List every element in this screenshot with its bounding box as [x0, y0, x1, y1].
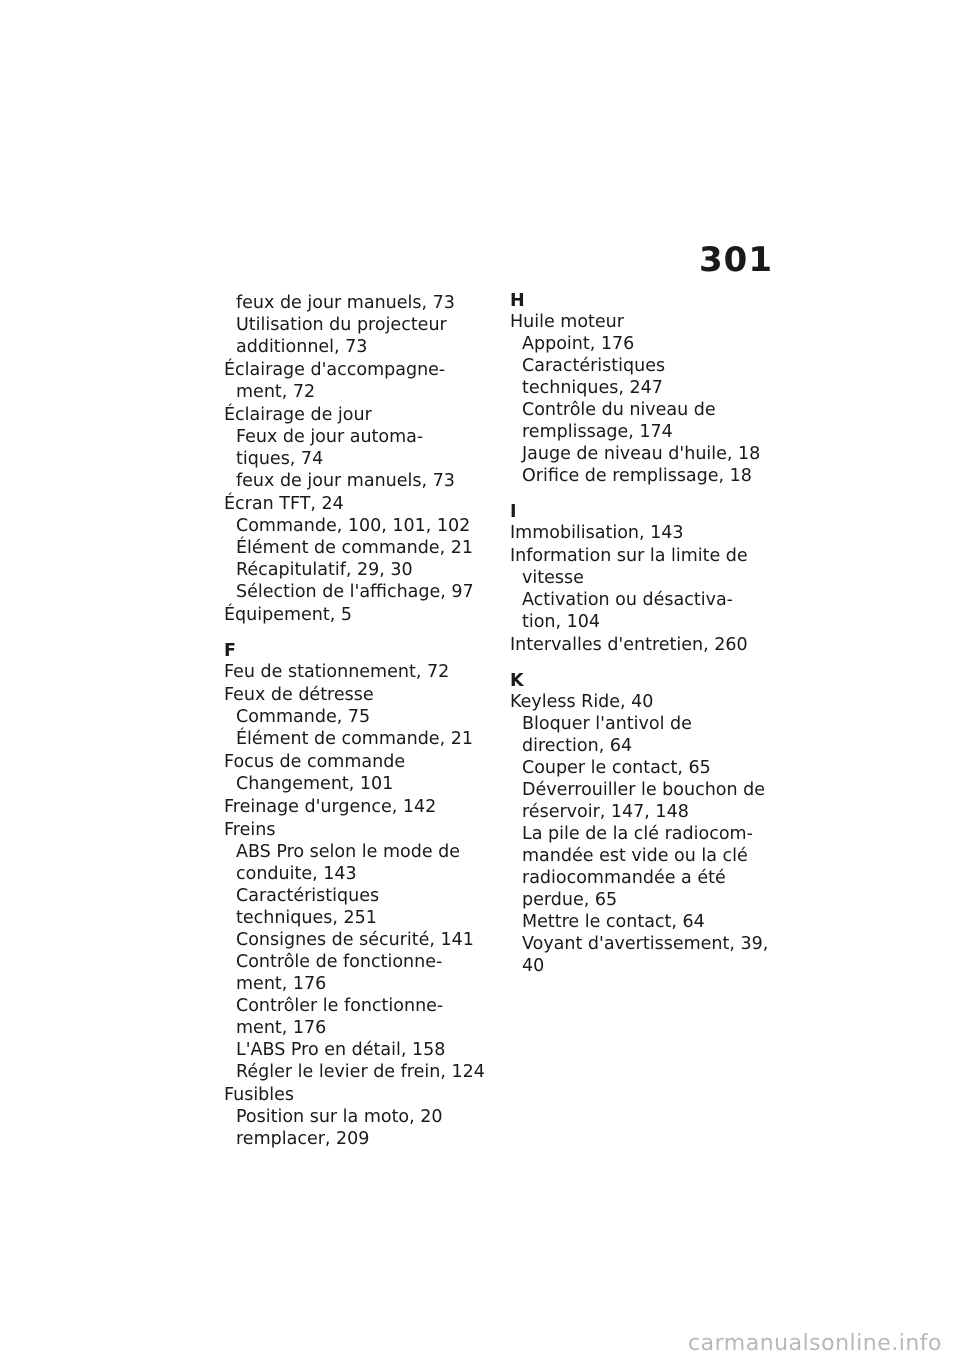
index-line: Écran TFT, 24: [224, 494, 344, 514]
index-subentry: [224, 1039, 514, 1061]
index-line: vitesse: [522, 568, 584, 588]
index-subentry: [224, 426, 514, 470]
index-line: Feux de jour automa-: [236, 427, 424, 447]
index-line: perdue, 65: [522, 890, 618, 910]
index-subentry: [224, 292, 514, 314]
index-entry: [510, 545, 800, 589]
index-line: Feux de détresse: [224, 685, 374, 705]
index-subentry: [224, 773, 514, 795]
index-line: Information sur la limite de: [510, 546, 748, 566]
index-line: 40: [522, 956, 545, 976]
index-line: tion, 104: [522, 612, 601, 632]
index-line: radiocommandée a été: [522, 868, 726, 888]
index-subentry: [510, 779, 800, 823]
index-entry: [224, 359, 514, 403]
index-line: Contrôle de fonctionne-: [236, 952, 443, 972]
index-letter-heading: [224, 642, 514, 660]
index-line: La pile de la clé radiocom-: [522, 824, 753, 844]
index-subentry: [224, 951, 514, 995]
index-subentry: [224, 728, 514, 750]
index-line: additionnel, 73: [236, 337, 368, 357]
index-subentry: [510, 589, 800, 633]
index-line: F: [224, 641, 236, 661]
index-line: Déverrouiller le bouchon de: [522, 780, 766, 800]
index-subentry: [224, 706, 514, 728]
index-line: techniques, 247: [522, 378, 663, 398]
index-subentry: [224, 885, 514, 929]
index-line: Élément de commande, 21: [236, 729, 473, 749]
index-line: Récapitulatif, 29, 30: [236, 560, 413, 580]
index-subentry: [510, 757, 800, 779]
index-line: K: [510, 671, 524, 691]
index-line: Freins: [224, 820, 276, 840]
index-entry: [510, 311, 800, 333]
index-line: Sélection de l'affichage, 97: [236, 582, 474, 602]
index-subentry: [224, 1128, 514, 1150]
index-entry: [224, 404, 514, 426]
index-subentry: [510, 823, 800, 911]
index-line: direction, 64: [522, 736, 633, 756]
index-line: H: [510, 291, 525, 311]
index-line: Fusibles: [224, 1085, 295, 1105]
index-line: Consignes de sécurité, 141: [236, 930, 474, 950]
index-line: feux de jour manuels, 73: [236, 471, 455, 491]
index-line: techniques, 251: [236, 908, 377, 928]
index-line: Élément de commande, 21: [236, 538, 473, 558]
index-subentry: [224, 929, 514, 951]
index-line: Huile moteur: [510, 312, 624, 332]
index-line: Commande, 100, 101, 102: [236, 516, 471, 536]
index-line: Caractéristiques: [522, 356, 666, 376]
index-entry: [224, 819, 514, 841]
index-column-left: [224, 292, 514, 1150]
index-entry: [224, 604, 514, 626]
index-subentry: [224, 515, 514, 537]
index-line: Focus de commande: [224, 752, 406, 772]
index-subentry: [510, 355, 800, 399]
index-entry: [510, 522, 800, 544]
index-subentry: [224, 841, 514, 885]
index-line: ABS Pro selon le mode de: [236, 842, 461, 862]
index-line: Mettre le contact, 64: [522, 912, 705, 932]
index-line: Contrôler le fonctionne-: [236, 996, 444, 1016]
index-line: ment, 176: [236, 1018, 327, 1038]
index-subentry: [224, 314, 514, 358]
index-entry: [510, 691, 800, 713]
index-line: Éclairage d'accompagne-: [224, 360, 446, 380]
index-line: Utilisation du projecteur: [236, 315, 447, 335]
watermark: carmanualsonline.info: [688, 1331, 942, 1356]
index-entry: [224, 1084, 514, 1106]
index-line: tiques, 74: [236, 449, 324, 469]
index-subentry: [510, 443, 800, 465]
index-subentry: [510, 713, 800, 757]
index-subentry: [224, 537, 514, 559]
index-line: Appoint, 176: [522, 334, 635, 354]
index-line: ment, 72: [236, 382, 316, 402]
index-line: Couper le contact, 65: [522, 758, 711, 778]
index-subentry: [224, 1106, 514, 1128]
index-line: L'ABS Pro en détail, 158: [236, 1040, 446, 1060]
index-line: ment, 176: [236, 974, 327, 994]
index-line: Intervalles d'entretien, 260: [510, 635, 748, 655]
index-line: Contrôle du niveau de: [522, 400, 716, 420]
index-subentry: [510, 933, 800, 977]
index-subentry: [224, 1061, 514, 1083]
index-subentry: [224, 470, 514, 492]
index-letter-heading: [510, 292, 800, 310]
index-entry: [224, 796, 514, 818]
index-subentry: [510, 465, 800, 487]
index-line: Commande, 75: [236, 707, 371, 727]
index-entry: [224, 684, 514, 706]
index-line: Keyless Ride, 40: [510, 692, 654, 712]
index-entry: [510, 634, 800, 656]
index-line: Éclairage de jour: [224, 405, 372, 425]
index-letter-heading: [510, 503, 800, 521]
index-line: Immobilisation, 143: [510, 523, 684, 543]
index-line: Feu de stationnement, 72: [224, 662, 450, 682]
page-number: 301: [699, 240, 773, 280]
index-line: Freinage d'urgence, 142: [224, 797, 437, 817]
index-entry: [224, 661, 514, 683]
index-line: Position sur la moto, 20: [236, 1107, 443, 1127]
index-line: Jauge de niveau d'huile, 18: [522, 444, 761, 464]
index-line: remplacer, 209: [236, 1129, 370, 1149]
index-line: Voyant d'avertissement, 39,: [522, 934, 769, 954]
index-line: Régler le levier de frein, 124: [236, 1062, 485, 1082]
index-entry: [224, 751, 514, 773]
index-subentry: [510, 399, 800, 443]
index-line: Équipement, 5: [224, 605, 353, 625]
index-line: Orifice de remplissage, 18: [522, 466, 752, 486]
index-line: remplissage, 174: [522, 422, 673, 442]
index-line: Changement, 101: [236, 774, 394, 794]
index-subentry: [224, 995, 514, 1039]
index-entry: [224, 493, 514, 515]
index-subentry: [510, 333, 800, 355]
index-line: Bloquer l'antivol de: [522, 714, 692, 734]
index-line: Caractéristiques: [236, 886, 380, 906]
index-line: I: [510, 502, 517, 522]
index-subentry: [510, 911, 800, 933]
index-line: Activation ou désactiva-: [522, 590, 733, 610]
index-line: réservoir, 147, 148: [522, 802, 689, 822]
index-line: feux de jour manuels, 73: [236, 293, 455, 313]
index-subentry: [224, 581, 514, 603]
index-letter-heading: [510, 672, 800, 690]
index-subentry: [224, 559, 514, 581]
index-line: conduite, 143: [236, 864, 357, 884]
index-line: mandée est vide ou la clé: [522, 846, 748, 866]
index-column-right: [510, 292, 800, 977]
